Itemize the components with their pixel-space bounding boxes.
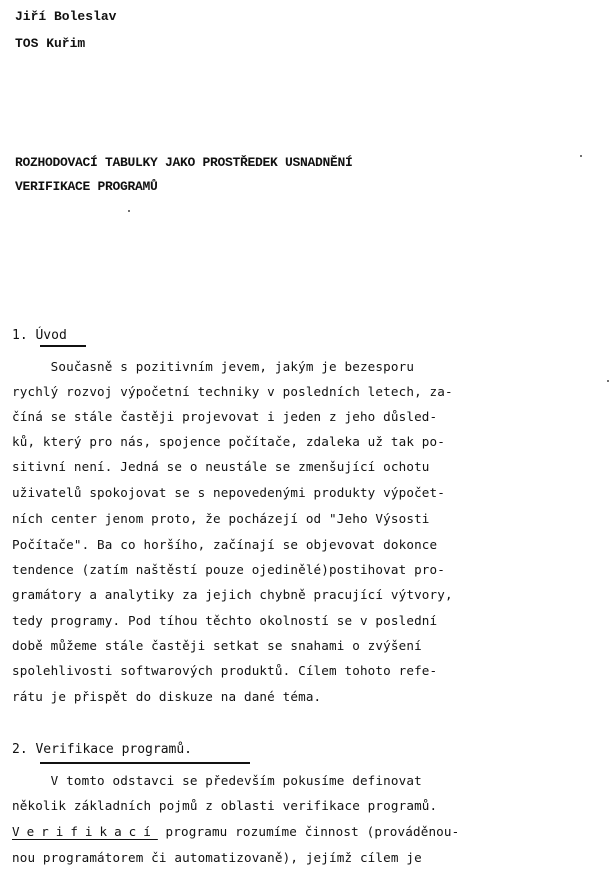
- author-affiliation: TOS Kuřim: [15, 36, 86, 51]
- body-line: ních center jenom proto, že pocházejí od "Jeho Výsosti: [12, 511, 430, 526]
- body-line-with-term: [12, 823, 459, 840]
- body-line: Současně s pozitivním jevem, jakým je bezesporu: [12, 359, 415, 374]
- body-line: několik základních pojmů z oblasti verifikace programů.: [12, 798, 438, 813]
- body-line: době můžeme stále častěji setkat se snahami o zvýšení: [12, 638, 422, 653]
- body-line: spolehlivosti softwarových produktů. Cílem tohoto refe-: [12, 663, 438, 678]
- scan-speck: [580, 155, 582, 157]
- body-line: ků, který pro nás, spojence počítače, zdaleka už tak po-: [12, 434, 445, 449]
- body-line: V tomto odstavci se především pokusíme definovat: [12, 773, 422, 788]
- hyphen: -: [451, 824, 460, 839]
- section-1-underline: [40, 345, 86, 347]
- body-line: rátu je přispět do diskuze na dané téma.: [12, 689, 322, 704]
- body-line: gramátory a analytiky za jejich chybně pracující výtvory,: [12, 587, 453, 602]
- term-verifikaci: Verifikací: [12, 824, 158, 839]
- paper-title-line-2: VERIFIKACE PROGRAMŮ: [15, 179, 158, 194]
- section-2-underline: [40, 762, 250, 764]
- section-1-heading: 1. Úvod: [12, 328, 67, 343]
- paper-title-line-1: ROZHODOVACÍ TABULKY JAKO PROSTŘEDEK USNADNĚNÍ: [15, 155, 353, 170]
- body-line: uživatelů spokojovat se s nepovedenými produkty výpočet-: [12, 485, 445, 500]
- body-line: tendence (zatím naštěstí pouze ojedinělé)postihovat pro-: [12, 562, 445, 577]
- body-line: tedy programy. Pod tíhou těchto okolností se v poslední: [12, 613, 438, 628]
- body-line: Počítače". Ba co horšího, začínají se objevovat dokonce: [12, 537, 438, 552]
- term-continuation: programu rozumíme činnost (prováděnou: [157, 824, 452, 839]
- body-line: sitivní není. Jedná se o neustále se zmenšující ochotu: [12, 459, 430, 474]
- body-line: číná se stále častěji projevovat i jeden z jeho důsled-: [12, 409, 438, 424]
- section-2-heading: 2. Verifikace programů.: [12, 742, 193, 757]
- body-line: nou programátorem či automatizovaně), jejímž cílem je: [12, 850, 422, 865]
- body-line: rychlý rozvoj výpočetní techniky v posledních letech, za-: [12, 384, 453, 399]
- scan-speck: [128, 210, 130, 212]
- scan-speck: [607, 380, 609, 382]
- author-name: Jiří Boleslav: [15, 9, 117, 24]
